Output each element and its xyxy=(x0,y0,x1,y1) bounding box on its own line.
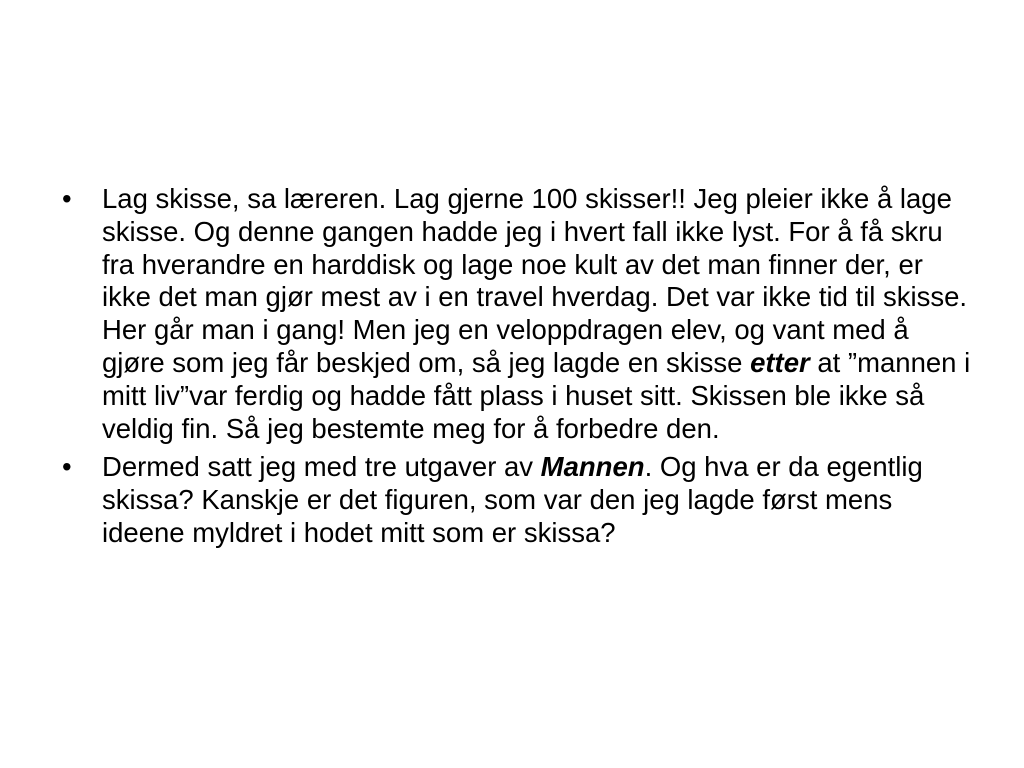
bullet-text-part-1: Lag skisse, sa læreren. Lag gjerne 100 skisser!! Jeg pleier ikke å lage skisse. Og denne gangen hadde jeg i hvert fall ikke lyst. For å få skru fra hverandre en harddisk og lage noe kult av det man finner der, er ikke det man gjør mest av i en travel hverdag. Det var ikke tid til skisse. Her går man i gang! Men jeg en veloppdragen elev, og vant med å gjøre som jeg får beskjed om, så jeg lagde en skisse xyxy=(102,183,968,378)
bullet-item-1 xyxy=(62,183,972,445)
bullet-list xyxy=(62,183,972,556)
bullet-text-part-2: . Og hva er da egentlig skissa? Kanskje er det figuren, som var den jeg lagde først mens ideene myldret i hodet mitt som er skissa? xyxy=(102,451,923,548)
bullet-emphasis: etter xyxy=(750,346,810,378)
bullet-emphasis: Mannen xyxy=(540,451,645,483)
bullet-item-2 xyxy=(62,451,972,549)
bullet-text-part-1: Dermed satt jeg med tre utgaver av xyxy=(102,451,541,483)
bullet-icon: • xyxy=(62,183,72,214)
bullet-icon: • xyxy=(62,451,72,483)
bullet-text-part-2: at ”mannen i mitt liv”var ferdig og hadde fått plass i huset sitt. Skissen ble ikke så veldig fin. Så jeg bestemte meg for å forbedre den. xyxy=(102,346,971,444)
